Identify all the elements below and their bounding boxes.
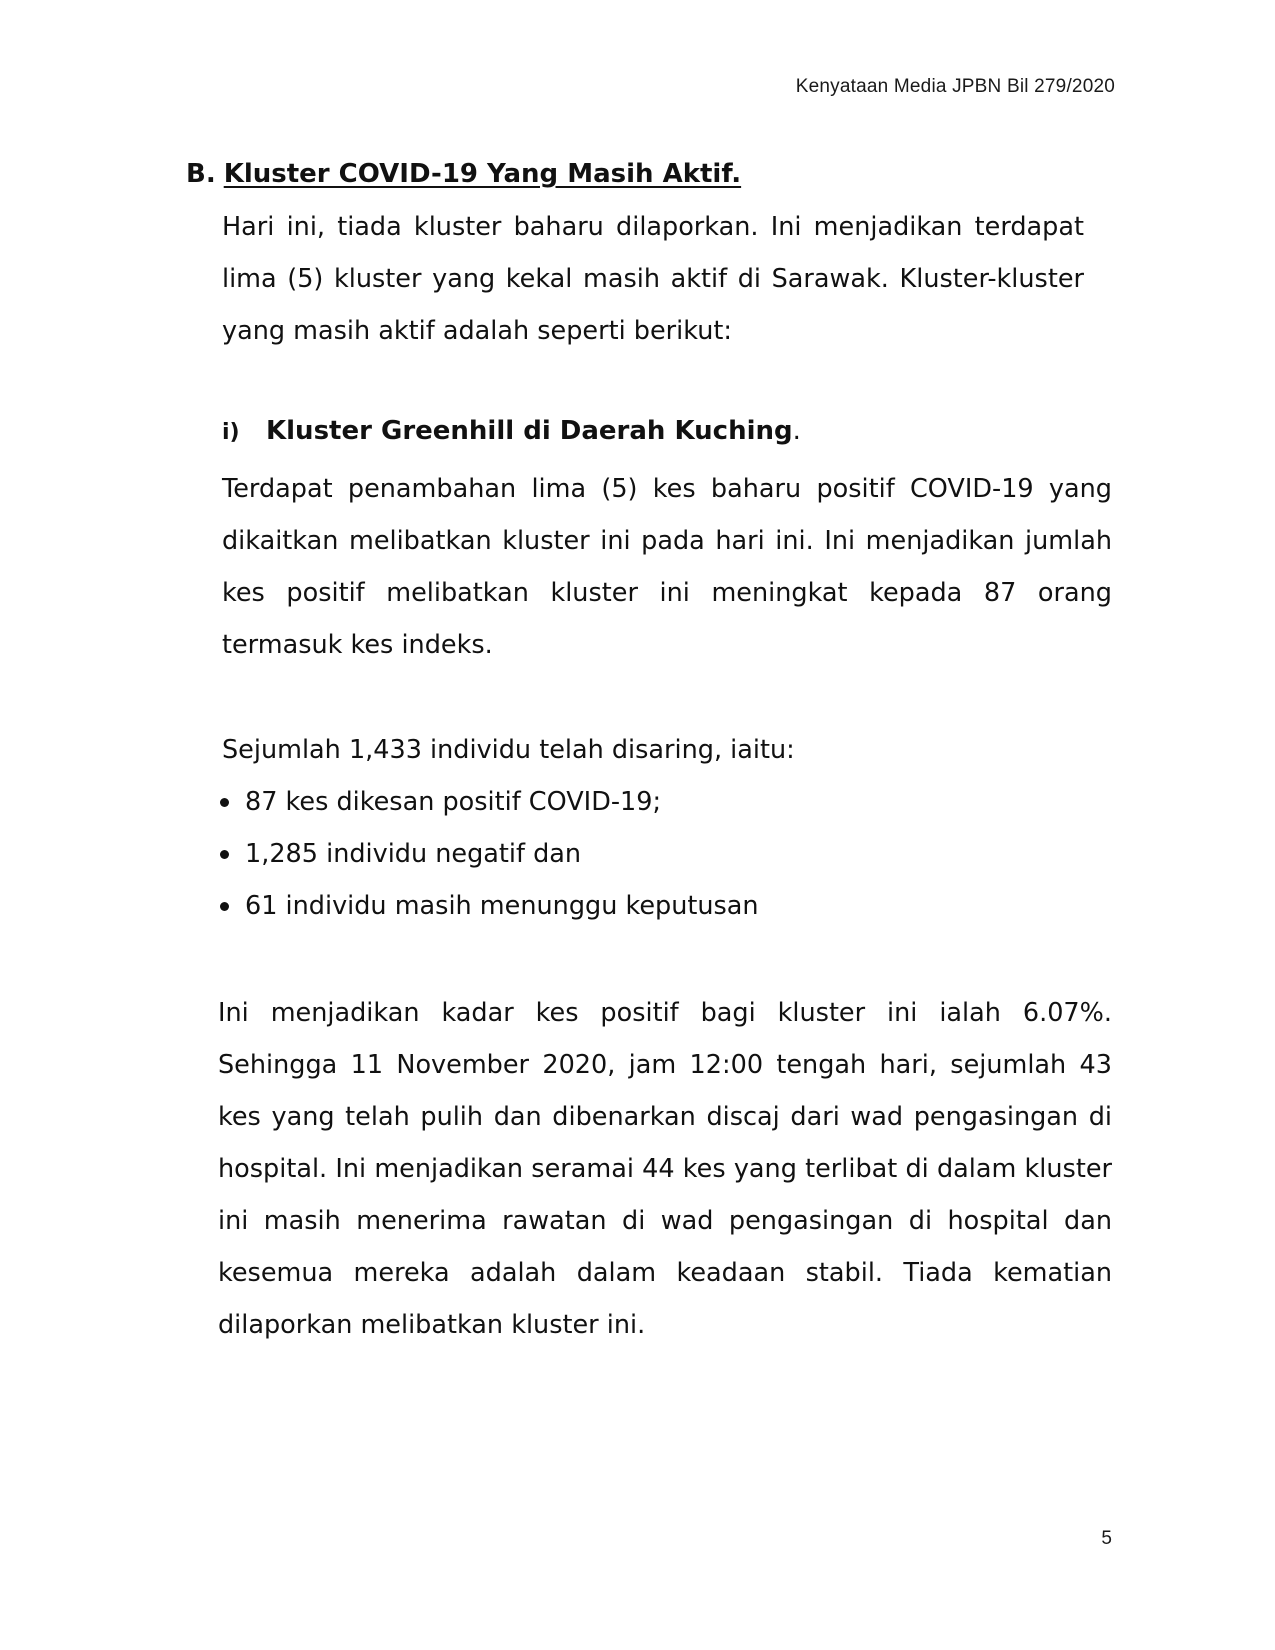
- section-intro-paragraph: Hari ini, tiada kluster baharu dilaporkan. Ini menjadikan terdapat lima (5) kluster yang kekal masih aktif di Sarawak. Kluster-kluster yang masih aktif adalah seperti berikut:: [222, 212, 1084, 346]
- bullet-icon: [220, 902, 229, 911]
- bullet-icon: [220, 798, 229, 807]
- cluster-number: i): [222, 420, 240, 445]
- list-item: [218, 776, 759, 828]
- list-item-text: 1,285 individu negatif dan: [245, 839, 582, 869]
- section-heading: [186, 156, 741, 192]
- list-item: [218, 828, 759, 880]
- cluster-heading: [222, 416, 801, 446]
- cluster-paragraph-new-cases: Terdapat penambahan lima (5) kes baharu positif COVID-19 yang dikaitkan melibatkan kluster ini pada hari ini. Ini menjadikan jumlah kes positif melibatkan kluster ini meningkat kepada 87 orang termasuk kes indeks.: [222, 474, 1112, 660]
- screening-intro: Sejumlah 1,433 individu telah disaring, iaitu:: [222, 735, 795, 765]
- page-number: 5: [1101, 1528, 1112, 1549]
- list-item-text: 87 kes dikesan positif COVID-19;: [245, 787, 662, 817]
- cluster-title-period: .: [792, 416, 801, 446]
- list-item: [218, 880, 759, 932]
- bullet-icon: [220, 850, 229, 859]
- screening-list: [218, 776, 759, 932]
- cluster-title: Kluster Greenhill di Daerah Kuching: [266, 416, 793, 446]
- document-reference: Kenyataan Media JPBN Bil 279/2020: [795, 76, 1115, 97]
- section-title: Kluster COVID-19 Yang Masih Aktif.: [223, 159, 742, 189]
- section-letter: B.: [186, 159, 216, 189]
- list-item-text: 61 individu masih menunggu keputusan: [245, 891, 759, 921]
- cluster-paragraph-status: Ini menjadikan kadar kes positif bagi kluster ini ialah 6.07%. Sehingga 11 November 2020, jam 12:00 tengah hari, sejumlah 43 kes yang telah pulih dan dibenarkan discaj dari wad pengasingan di hospital. Ini menjadikan seramai 44 kes yang terlibat di dalam kluster ini masih menerima rawatan di wad pengasingan di hospital dan kesemua mereka adalah dalam keadaan stabil. Tiada kematian dilaporkan melibatkan kluster ini.: [218, 998, 1112, 1340]
